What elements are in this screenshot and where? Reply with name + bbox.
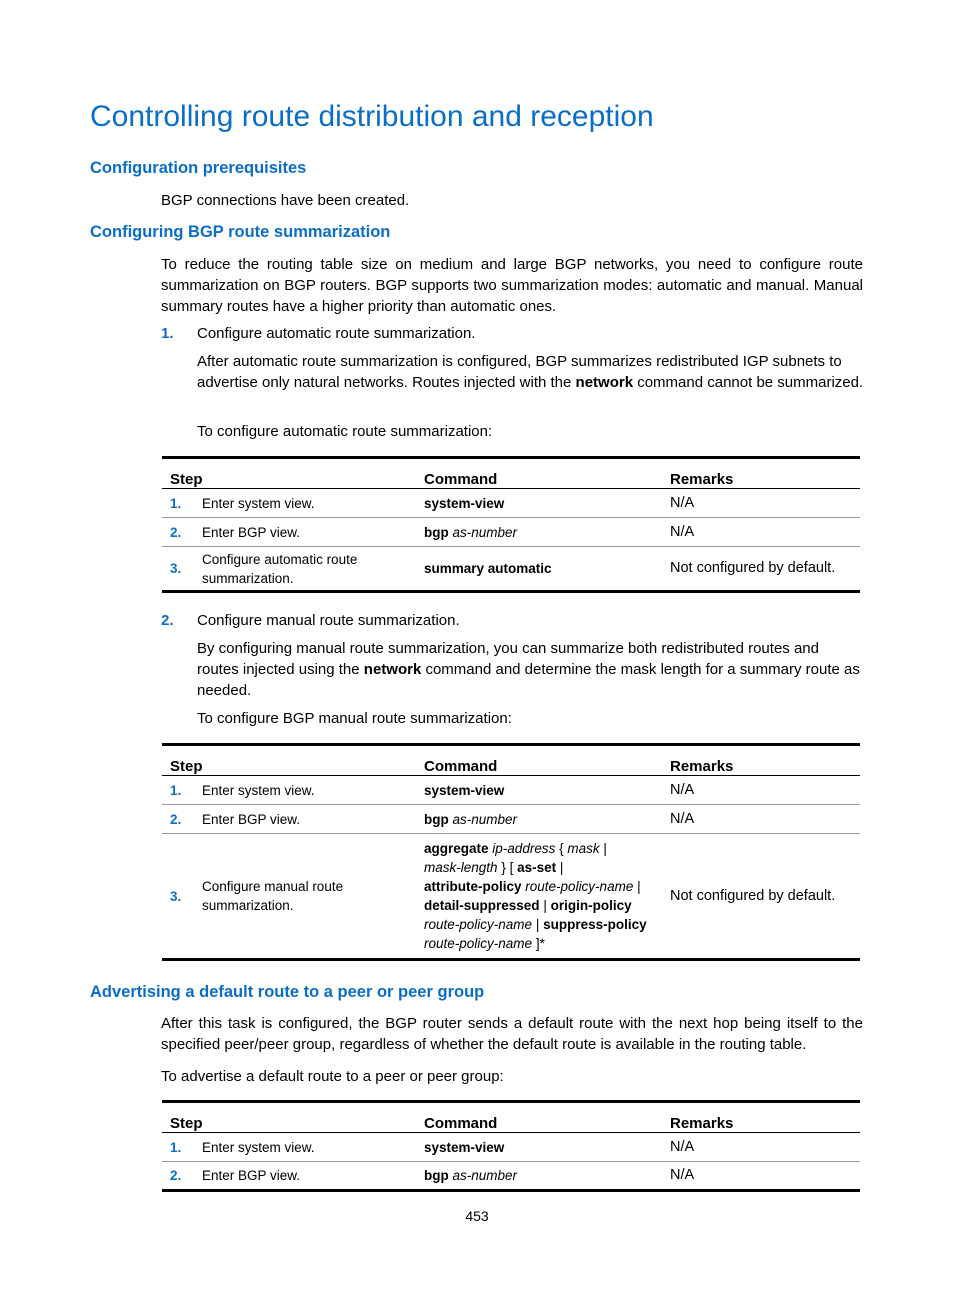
network-keyword: network — [363, 661, 422, 678]
header-remarks: Remarks — [662, 458, 860, 489]
step-1-title: Configure automatic route summarization. — [197, 325, 476, 342]
table-row: 2. Enter BGP view. bgp as-number N/A — [162, 518, 860, 547]
page-number: 453 — [465, 1208, 489, 1224]
heading-configuration-prerequisites: Configuration prerequisites — [90, 159, 307, 177]
header-step: Step — [162, 745, 416, 776]
heading-advertising-default-route: Advertising a default route to a peer or peer group — [90, 983, 485, 1001]
table-row: 1. Enter system view. system-view N/A — [170, 494, 695, 511]
step-1-description: After automatic route summarization is configured, BGP summarizes redistributed IGP subnets to advertise only natural networks. Routes injected with the network command cannot be summarized. — [197, 353, 864, 391]
aggregate-command: aggregate ip-address { mask | mask-length } [ as-set | attribute-policy route-policy-name | detail-suppressed | origin-policy route-policy-name | suppress-policy route-policy-name ]* — [416, 834, 662, 960]
header-command: Command — [416, 1102, 662, 1133]
page-title: Controlling route distribution and reception — [90, 100, 654, 133]
header-step: Step — [162, 1102, 416, 1133]
step-2-number: 2. — [161, 612, 174, 629]
step-1-number: 1. — [161, 325, 174, 342]
summarization-intro: To reduce the routing table size on medium and large BGP networks, you need to configure route summarization on BGP routers. BGP supports two summarization modes: automatic and manual. Manual summary routes have a higher priority than automatic ones. — [161, 256, 863, 315]
default-route-lead: To advertise a default route to a peer or peer group: — [161, 1068, 504, 1085]
header-remarks: Remarks — [662, 745, 860, 776]
step-2-lead: To configure BGP manual route summarization: — [197, 710, 512, 727]
manual-summarization-table — [162, 743, 860, 961]
table-row: 2. Enter BGP view. bgp as-number N/A — [162, 805, 860, 834]
default-route-table — [162, 1100, 860, 1192]
step-1-lead: To configure automatic route summarization: — [197, 423, 493, 440]
header-command: Command — [416, 745, 662, 776]
header-remarks: Remarks — [662, 1102, 860, 1133]
header-step: Step — [162, 458, 416, 489]
step-2-title: Configure manual route summarization. — [197, 612, 460, 629]
table-row: 3. Configure automatic route summarization. summary automatic Not configured by default. — [162, 547, 860, 592]
heading-bgp-route-summarization: Configuring BGP route summarization — [90, 223, 391, 241]
auto-summarization-table — [162, 456, 860, 593]
default-route-intro: After this task is configured, the BGP router sends a default route with the next hop being itself to the specified peer/peer group, regardless of whether the default route is available in the routing table. — [161, 1015, 863, 1053]
step-2-description: By configuring manual route summarization, you can summarize both redistributed routes and routes injected using the network command and determine the mask length for a summary route as needed. — [197, 640, 860, 699]
table-row: 3. Configure manual route summarization. aggregate ip-address { mask | mask-length } [ as-set | attribute-policy route-policy-name | detail-suppressed | origin-policy route-policy-name | suppress-policy route-policy-name ]* Not configured by default. — [162, 834, 860, 960]
table-row: 2. Enter BGP view. bgp as-number N/A — [162, 1162, 860, 1191]
table-row: 1. Enter system view. system-view N/A — [170, 781, 695, 798]
network-keyword: network — [575, 374, 634, 391]
table-row: 1. Enter system view. system-view N/A — [170, 1138, 695, 1155]
prerequisites-text: BGP connections have been created. — [161, 192, 410, 209]
header-command: Command — [416, 458, 662, 489]
